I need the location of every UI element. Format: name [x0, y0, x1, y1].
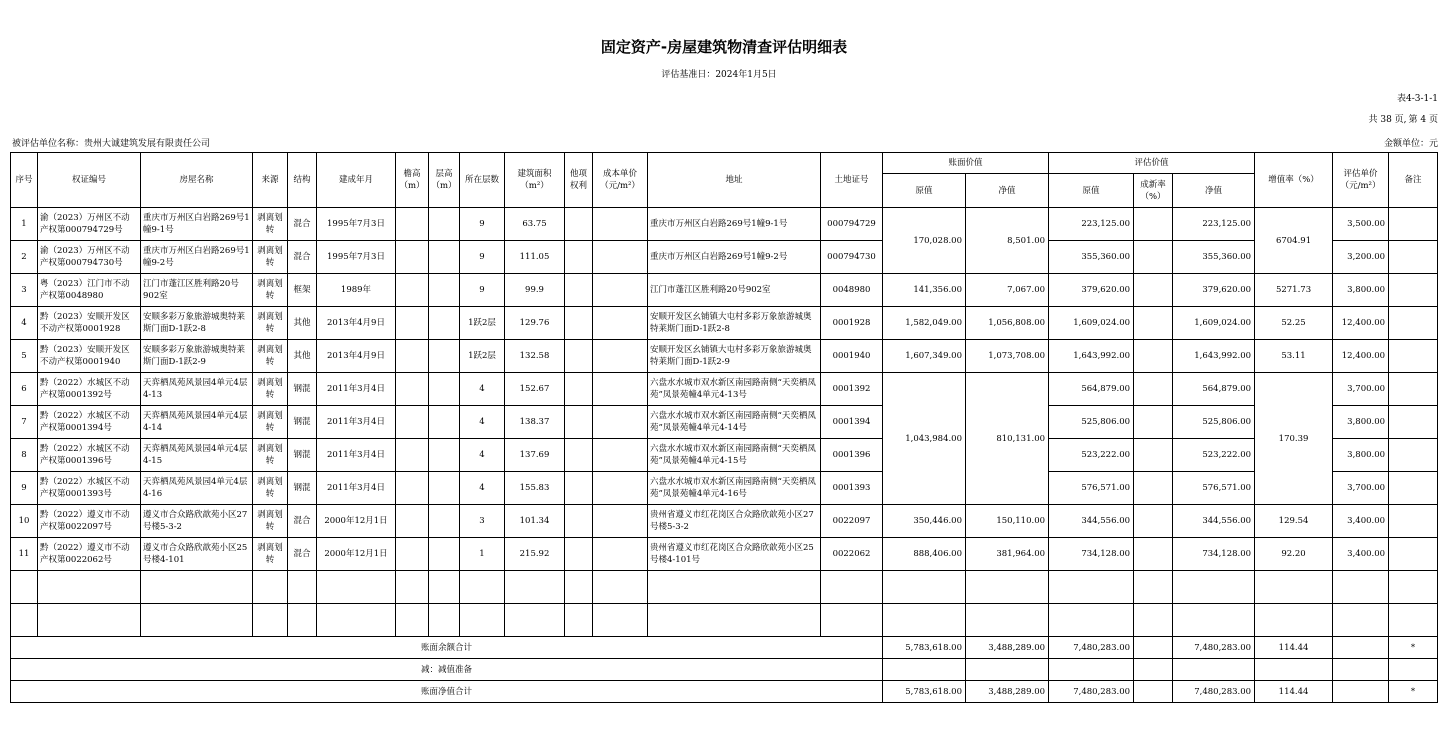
cell-remark — [1389, 406, 1438, 439]
cell-house: 遵义市合众路欣歆苑小区27号楼5-3-2 — [141, 505, 253, 538]
cell-eval-orig: 355,360.00 — [1049, 241, 1134, 274]
header-book-net: 净值 — [966, 174, 1049, 208]
header-land-cert: 土地证号 — [821, 153, 883, 208]
empty-row — [11, 604, 1438, 637]
cell-house: 江门市蓬江区胜利路20号902室 — [141, 274, 253, 307]
cell-source: 剥离划转 — [253, 373, 288, 406]
cell-no: 4 — [11, 307, 38, 340]
header-cert: 权证编号 — [38, 153, 141, 208]
cell-house: 天弈栖凤苑风景园4单元4层4-15 — [141, 439, 253, 472]
book-total-eval-orig: 7,480,283.00 — [1049, 637, 1134, 659]
cell-eval-unit: 3,500.00 — [1333, 208, 1389, 241]
cell-eval-unit: 3,200.00 — [1333, 241, 1389, 274]
cell-floors: 4 — [460, 472, 505, 505]
header-seq: 序号 — [11, 153, 38, 208]
cell-built: 2011年3月4日 — [317, 472, 396, 505]
cell-land-cert: 0001940 — [821, 340, 883, 373]
cell-floor-height — [429, 373, 460, 406]
table-row — [11, 274, 1438, 307]
book-total-label: 账面余额合计 — [11, 637, 883, 659]
cell-land-cert: 000794729 — [821, 208, 883, 241]
cell-increase: 53.11 — [1255, 340, 1333, 373]
table-row — [11, 373, 1438, 406]
cell-newness — [1134, 208, 1173, 241]
cell-remark — [1389, 472, 1438, 505]
cell-floor-height — [429, 307, 460, 340]
cell-area: 99.9 — [505, 274, 565, 307]
cell-cert: 黔（2022）水城区不动产权第0001394号 — [38, 406, 141, 439]
cell-other-right — [565, 406, 593, 439]
cell-eave — [396, 208, 429, 241]
cell-eval-net: 1,643,992.00 — [1173, 340, 1255, 373]
cell-area: 111.05 — [505, 241, 565, 274]
cell-cert: 黔（2022）水城区不动产权第0001392号 — [38, 373, 141, 406]
cell-book-net: 1,073,708.00 — [966, 340, 1049, 373]
cell-increase: 6704.91 — [1255, 208, 1333, 274]
cell-unit-cost — [593, 307, 648, 340]
cell-eval-orig: 1,643,992.00 — [1049, 340, 1134, 373]
cell-eave — [396, 439, 429, 472]
cell-eval-orig: 1,609,024.00 — [1049, 307, 1134, 340]
cell-book-net: 1,056,808.00 — [966, 307, 1049, 340]
cell-eval-net: 576,571.00 — [1173, 472, 1255, 505]
cell-eval-orig: 564,879.00 — [1049, 373, 1134, 406]
cell-source: 剥离划转 — [253, 538, 288, 571]
cell-floor-height — [429, 208, 460, 241]
cell-land-cert: 0022062 — [821, 538, 883, 571]
cell-unit-cost — [593, 472, 648, 505]
cell-eval-orig: 344,556.00 — [1049, 505, 1134, 538]
table-row — [11, 208, 1438, 241]
cell-source: 剥离划转 — [253, 208, 288, 241]
cell-cert: 黔（2022）遵义市不动产权第0022062号 — [38, 538, 141, 571]
header-built: 建成年月 — [317, 153, 396, 208]
header-area: 建筑面积（m²） — [505, 153, 565, 208]
cell-unit-cost — [593, 340, 648, 373]
cell-eval-net: 223,125.00 — [1173, 208, 1255, 241]
cell-eval-unit: 3,400.00 — [1333, 505, 1389, 538]
cell-cert: 渝（2023）万州区不动产权第000794730号 — [38, 241, 141, 274]
header-unit-cost: 成本单价（元/m²） — [593, 153, 648, 208]
header-remark: 备注 — [1389, 153, 1438, 208]
cell-source: 剥离划转 — [253, 307, 288, 340]
cell-no: 5 — [11, 340, 38, 373]
cell-no: 2 — [11, 241, 38, 274]
cell-eval-unit: 3,800.00 — [1333, 439, 1389, 472]
cell-address: 重庆市万州区白岩路269号1幢9-2号 — [648, 241, 821, 274]
cell-eave — [396, 373, 429, 406]
cell-eave — [396, 340, 429, 373]
cell-land-cert: 0001396 — [821, 439, 883, 472]
cell-address: 江门市蓬江区胜利路20号902室 — [648, 274, 821, 307]
cell-newness — [1134, 274, 1173, 307]
cell-eval-net: 344,556.00 — [1173, 505, 1255, 538]
cell-newness — [1134, 472, 1173, 505]
impairment-row — [11, 659, 1438, 681]
cell-no: 3 — [11, 274, 38, 307]
cell-book-orig: 1,582,049.00 — [883, 307, 966, 340]
header-floor-height: 层高（m） — [429, 153, 460, 208]
cell-source: 剥离划转 — [253, 505, 288, 538]
table-row — [11, 538, 1438, 571]
valuation-date: 评估基准日：2024年1月5日 — [661, 70, 777, 80]
cell-source: 剥离划转 — [253, 340, 288, 373]
cell-address: 安顺开发区幺铺镇大屯村多彩万象旅游城奥特莱斯门面D-1跃2-8 — [648, 307, 821, 340]
cell-unit-cost — [593, 373, 648, 406]
cell-eval-net: 1,609,024.00 — [1173, 307, 1255, 340]
cell-book-net: 150,110.00 — [966, 505, 1049, 538]
cell-eave — [396, 538, 429, 571]
cell-book-orig: 170,028.00 — [883, 208, 966, 274]
cell-house: 安顺多彩万象旅游城奥特莱斯门面D-1跃2-9 — [141, 340, 253, 373]
cell-remark — [1389, 307, 1438, 340]
cell-other-right — [565, 208, 593, 241]
cell-built: 2011年3月4日 — [317, 373, 396, 406]
cell-other-right — [565, 241, 593, 274]
header-book-orig: 原值 — [883, 174, 966, 208]
net-total-row — [11, 681, 1438, 703]
cell-newness — [1134, 505, 1173, 538]
cell-eval-orig: 576,571.00 — [1049, 472, 1134, 505]
header-eave: 檐高（m） — [396, 153, 429, 208]
cell-eval-net: 523,222.00 — [1173, 439, 1255, 472]
cell-no: 6 — [11, 373, 38, 406]
cell-house: 重庆市万州区白岩路269号1幢9-1号 — [141, 208, 253, 241]
cell-struct: 混合 — [288, 538, 317, 571]
cell-remark — [1389, 340, 1438, 373]
cell-newness — [1134, 439, 1173, 472]
header-eval-unit: 评估单价（元/m²） — [1333, 153, 1389, 208]
cell-eval-unit: 3,800.00 — [1333, 406, 1389, 439]
net-total-book-orig: 5,783,618.00 — [883, 681, 966, 703]
cell-struct: 钢混 — [288, 472, 317, 505]
cell-floor-height — [429, 505, 460, 538]
cell-eval-net: 379,620.00 — [1173, 274, 1255, 307]
cell-eval-unit: 3,700.00 — [1333, 472, 1389, 505]
cell-address: 六盘水水城市双水新区南园路南侧“天奕栖凤苑”凤景苑幢4单元4-15号 — [648, 439, 821, 472]
cell-land-cert: 0001928 — [821, 307, 883, 340]
cell-eval-unit: 3,800.00 — [1333, 274, 1389, 307]
cell-cert: 黔（2022）水城区不动产权第0001396号 — [38, 439, 141, 472]
cell-source: 剥离划转 — [253, 439, 288, 472]
cell-newness — [1134, 307, 1173, 340]
cell-area: 63.75 — [505, 208, 565, 241]
table-row — [11, 307, 1438, 340]
table-row — [11, 472, 1438, 505]
cell-unit-cost — [593, 439, 648, 472]
cell-cert: 渝（2023）万州区不动产权第000794729号 — [38, 208, 141, 241]
cell-floor-height — [429, 241, 460, 274]
cell-increase: 170.39 — [1255, 373, 1333, 505]
cell-house: 重庆市万州区白岩路269号1幢9-2号 — [141, 241, 253, 274]
cell-unit-cost — [593, 208, 648, 241]
cell-remark — [1389, 274, 1438, 307]
assessment-table — [10, 152, 1438, 703]
header-newness: 成新率（%） — [1134, 174, 1173, 208]
header-eval-net: 净值 — [1173, 174, 1255, 208]
cell-increase: 129.54 — [1255, 505, 1333, 538]
cell-unit-cost — [593, 505, 648, 538]
cell-built: 2000年12月1日 — [317, 505, 396, 538]
cell-eave — [396, 505, 429, 538]
cell-eval-unit: 12,400.00 — [1333, 307, 1389, 340]
cell-built: 2013年4月9日 — [317, 340, 396, 373]
cell-eval-orig: 525,806.00 — [1049, 406, 1134, 439]
cell-book-net: 810,131.00 — [966, 373, 1049, 505]
cell-remark — [1389, 505, 1438, 538]
cell-no: 10 — [11, 505, 38, 538]
cell-no: 9 — [11, 472, 38, 505]
header-address: 地址 — [648, 153, 821, 208]
book-total-book-orig: 5,783,618.00 — [883, 637, 966, 659]
cell-house: 遵义市合众路欣歆苑小区25号楼4-101 — [141, 538, 253, 571]
cell-cert: 粤（2023）江门市不动产权第0048980 — [38, 274, 141, 307]
cell-eval-unit: 3,700.00 — [1333, 373, 1389, 406]
header-increase: 增值率（%） — [1255, 153, 1333, 208]
cell-built: 2011年3月4日 — [317, 406, 396, 439]
cell-house: 天弈栖凤苑风景园4单元4层4-14 — [141, 406, 253, 439]
cell-unit-cost — [593, 406, 648, 439]
cell-floors: 1跃2层 — [460, 307, 505, 340]
cell-struct: 钢混 — [288, 373, 317, 406]
cell-other-right — [565, 340, 593, 373]
cell-remark — [1389, 439, 1438, 472]
cell-built: 1989年 — [317, 274, 396, 307]
cell-eval-orig: 379,620.00 — [1049, 274, 1134, 307]
cell-no: 11 — [11, 538, 38, 571]
cell-built: 1995年7月3日 — [317, 241, 396, 274]
net-total-remark: * — [1389, 681, 1438, 703]
table-row — [11, 505, 1438, 538]
cell-newness — [1134, 241, 1173, 274]
cell-newness — [1134, 538, 1173, 571]
cell-eval-net: 525,806.00 — [1173, 406, 1255, 439]
cell-book-net: 381,964.00 — [966, 538, 1049, 571]
cell-floors: 1跃2层 — [460, 340, 505, 373]
cell-floors: 3 — [460, 505, 505, 538]
cell-house: 天弈栖凤苑风景园4单元4层4-13 — [141, 373, 253, 406]
cell-built: 1995年7月3日 — [317, 208, 396, 241]
cell-land-cert: 0001393 — [821, 472, 883, 505]
cell-no: 1 — [11, 208, 38, 241]
cell-eval-unit: 3,400.00 — [1333, 538, 1389, 571]
net-total-increase: 114.44 — [1255, 681, 1333, 703]
cell-floor-height — [429, 274, 460, 307]
cell-area: 138.37 — [505, 406, 565, 439]
cell-area: 129.76 — [505, 307, 565, 340]
net-total-eval-orig: 7,480,283.00 — [1049, 681, 1134, 703]
amount-unit: 金额单位：元 — [1383, 139, 1438, 149]
cell-increase: 52.25 — [1255, 307, 1333, 340]
table-row — [11, 406, 1438, 439]
cell-address: 贵州省遵义市红花岗区合众路欣歆苑小区25号楼4-101号 — [648, 538, 821, 571]
cell-address: 六盘水水城市双水新区南园路南侧“天奕栖凤苑”凤景苑幢4单元4-14号 — [648, 406, 821, 439]
cell-cert: 黔（2023）安顺开发区不动产权第0001940 — [38, 340, 141, 373]
book-total-increase: 114.44 — [1255, 637, 1333, 659]
cell-eval-unit: 12,400.00 — [1333, 340, 1389, 373]
cell-area: 215.92 — [505, 538, 565, 571]
net-total-label: 账面净值合计 — [11, 681, 883, 703]
cell-built: 2011年3月4日 — [317, 439, 396, 472]
header-struct: 结构 — [288, 153, 317, 208]
cell-struct: 其他 — [288, 340, 317, 373]
cell-floor-height — [429, 406, 460, 439]
cell-newness — [1134, 373, 1173, 406]
cell-struct: 钢混 — [288, 439, 317, 472]
cell-area: 155.83 — [505, 472, 565, 505]
book-total-book-net: 3,488,289.00 — [966, 637, 1049, 659]
cell-source: 剥离划转 — [253, 274, 288, 307]
cell-struct: 混合 — [288, 241, 317, 274]
cell-increase: 92.20 — [1255, 538, 1333, 571]
cell-area: 137.69 — [505, 439, 565, 472]
cell-land-cert: 0048980 — [821, 274, 883, 307]
table-number: 表4-3-1-1 — [1396, 94, 1438, 104]
cell-house: 安顺多彩万象旅游城奥特莱斯门面D-1跃2-8 — [141, 307, 253, 340]
table-row — [11, 340, 1438, 373]
cell-floors: 4 — [460, 406, 505, 439]
header-eval-orig: 原值 — [1049, 174, 1134, 208]
book-total-eval-net: 7,480,283.00 — [1173, 637, 1255, 659]
cell-land-cert: 0022097 — [821, 505, 883, 538]
cell-area: 132.58 — [505, 340, 565, 373]
cell-floor-height — [429, 472, 460, 505]
cell-other-right — [565, 538, 593, 571]
header-other-right: 他项权利 — [565, 153, 593, 208]
cell-struct: 混合 — [288, 505, 317, 538]
cell-other-right — [565, 439, 593, 472]
cell-eval-net: 355,360.00 — [1173, 241, 1255, 274]
cell-struct: 混合 — [288, 208, 317, 241]
cell-no: 7 — [11, 406, 38, 439]
cell-other-right — [565, 373, 593, 406]
cell-eval-orig: 523,222.00 — [1049, 439, 1134, 472]
header-book-value: 账面价值 — [883, 153, 1049, 174]
cell-unit-cost — [593, 241, 648, 274]
cell-no: 8 — [11, 439, 38, 472]
page-info — [1367, 112, 1439, 125]
cell-other-right — [565, 472, 593, 505]
cell-source: 剥离划转 — [253, 406, 288, 439]
cell-other-right — [565, 505, 593, 538]
impairment-label: 减：减值准备 — [11, 659, 883, 681]
cell-struct: 框架 — [288, 274, 317, 307]
table-row — [11, 439, 1438, 472]
cell-eval-orig: 734,128.00 — [1049, 538, 1134, 571]
cell-eave — [396, 406, 429, 439]
cell-remark — [1389, 538, 1438, 571]
cell-land-cert: 0001394 — [821, 406, 883, 439]
cell-eval-net: 564,879.00 — [1173, 373, 1255, 406]
table-row — [11, 241, 1438, 274]
cell-book-orig: 888,406.00 — [883, 538, 966, 571]
cell-other-right — [565, 274, 593, 307]
cell-eval-orig: 223,125.00 — [1049, 208, 1134, 241]
cell-cert: 黔（2023）安顺开发区不动产权第0001928 — [38, 307, 141, 340]
cell-area: 101.34 — [505, 505, 565, 538]
cell-built: 2000年12月1日 — [317, 538, 396, 571]
cell-remark — [1389, 208, 1438, 241]
cell-other-right — [565, 307, 593, 340]
cell-eave — [396, 472, 429, 505]
net-total-eval-net: 7,480,283.00 — [1173, 681, 1255, 703]
cell-unit-cost — [593, 538, 648, 571]
cell-remark — [1389, 373, 1438, 406]
header-floors: 所在层数 — [460, 153, 505, 208]
cell-address: 六盘水水城市双水新区南园路南侧“天奕栖凤苑”凤景苑幢4单元4-13号 — [648, 373, 821, 406]
cell-eval-net: 734,128.00 — [1173, 538, 1255, 571]
cell-eave — [396, 241, 429, 274]
cell-floors: 9 — [460, 208, 505, 241]
book-total-row — [11, 637, 1438, 659]
cell-source: 剥离划转 — [253, 241, 288, 274]
cell-increase: 5271.73 — [1255, 274, 1333, 307]
page-current: 第 4 页 — [1408, 115, 1438, 125]
cell-newness — [1134, 406, 1173, 439]
book-total-remark: * — [1389, 637, 1438, 659]
cell-book-orig: 1,607,349.00 — [883, 340, 966, 373]
cell-book-net: 8,501.00 — [966, 208, 1049, 274]
cell-floors: 1 — [460, 538, 505, 571]
cell-book-orig: 350,446.00 — [883, 505, 966, 538]
cell-floors: 9 — [460, 274, 505, 307]
cell-land-cert: 0001392 — [821, 373, 883, 406]
cell-book-net: 7,067.00 — [966, 274, 1049, 307]
cell-struct: 其他 — [288, 307, 317, 340]
cell-floors: 4 — [460, 373, 505, 406]
cell-cert: 黔（2022）水城区不动产权第0001393号 — [38, 472, 141, 505]
cell-address: 重庆市万州区白岩路269号1幢9-1号 — [648, 208, 821, 241]
page-total: 共 38 页, — [1368, 115, 1407, 125]
cell-house: 天弈栖凤苑风景园4单元4层4-16 — [141, 472, 253, 505]
cell-address: 安顺开发区幺铺镇大屯村多彩万象旅游城奥特莱斯门面D-1跃2-9 — [648, 340, 821, 373]
cell-eave — [396, 274, 429, 307]
cell-built: 2013年4月9日 — [317, 307, 396, 340]
cell-newness — [1134, 340, 1173, 373]
cell-book-orig: 1,043,984.00 — [883, 373, 966, 505]
cell-address: 六盘水水城市双水新区南园路南侧“天奕栖凤苑”凤景苑幢4单元4-16号 — [648, 472, 821, 505]
header-house: 房屋名称 — [141, 153, 253, 208]
cell-cert: 黔（2022）遵义市不动产权第0022097号 — [38, 505, 141, 538]
cell-source: 剥离划转 — [253, 472, 288, 505]
cell-land-cert: 000794730 — [821, 241, 883, 274]
header-source: 来源 — [253, 153, 288, 208]
cell-area: 152.67 — [505, 373, 565, 406]
net-total-book-net: 3,488,289.00 — [966, 681, 1049, 703]
cell-floor-height — [429, 439, 460, 472]
cell-floors: 9 — [460, 241, 505, 274]
cell-floor-height — [429, 340, 460, 373]
page-title: 固定资产-房屋建筑物清查评估明细表 — [600, 38, 848, 56]
cell-unit-cost — [593, 274, 648, 307]
cell-struct: 钢混 — [288, 406, 317, 439]
cell-remark — [1389, 241, 1438, 274]
cell-eave — [396, 307, 429, 340]
cell-floor-height — [429, 538, 460, 571]
evaluated-unit-name: 被评估单位名称：贵州大诚建筑发展有限责任公司 — [12, 139, 211, 149]
cell-book-orig: 141,356.00 — [883, 274, 966, 307]
cell-address: 贵州省遵义市红花岗区合众路欣歆苑小区27号楼5-3-2 — [648, 505, 821, 538]
empty-row — [11, 571, 1438, 604]
header-eval-value: 评估价值 — [1049, 153, 1255, 174]
cell-floors: 4 — [460, 439, 505, 472]
